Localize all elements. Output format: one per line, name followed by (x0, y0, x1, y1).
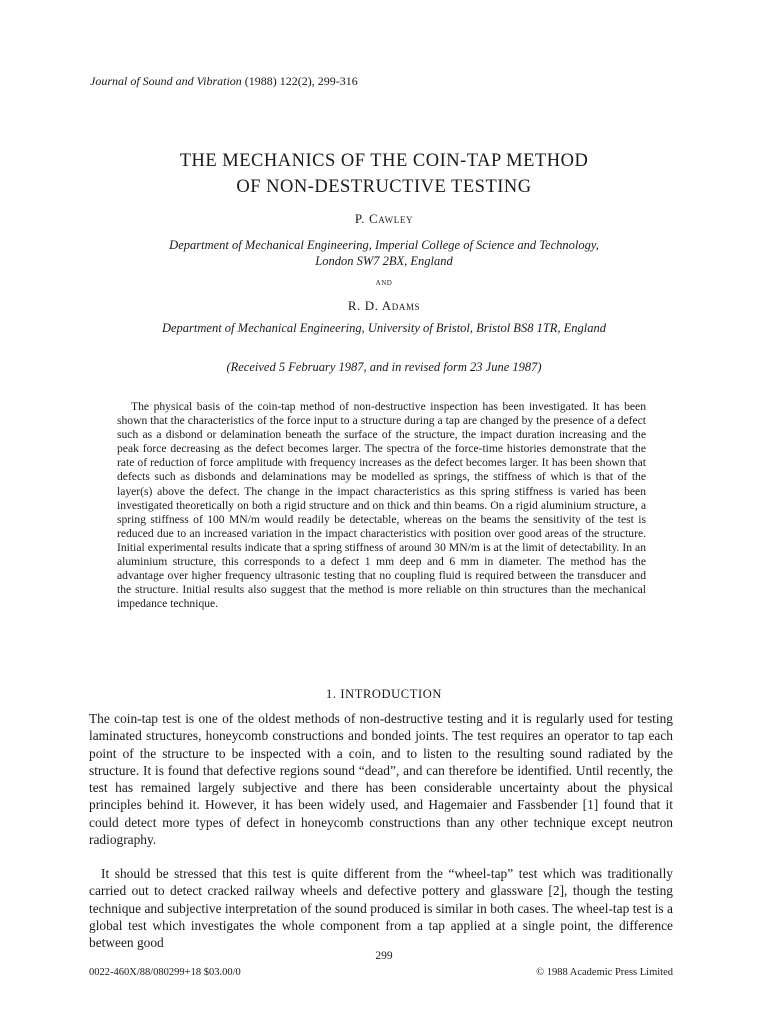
page-number: 299 (375, 950, 393, 962)
intro-paragraph-2: It should be stressed that this test is quite different from the “wheel-tap” test which was traditionally carried out to detect cracked railway wheels and defective pottery and glassware [2], though the testing technique and subjective interpretation of the sound produced is similar in both cases. The wheel-tap test is a global test which investigates the whole component from a tap applied at a single point, the difference between good (89, 866, 673, 951)
citation-volume: (1988) 122(2), 299-316 (244, 74, 358, 88)
journal-citation (90, 74, 358, 89)
copyright-notice: © 1988 Academic Press Limited (536, 967, 673, 978)
author-2-name: R. D. Adams (347, 298, 421, 313)
author-2 (0, 298, 768, 314)
author-1 (0, 211, 768, 227)
section-heading: 1. INTRODUCTION (326, 687, 442, 701)
article-code: 0022-460X/88/080299+18 $03.00/0 (89, 967, 241, 978)
paper-title (0, 148, 768, 200)
title-line-1: THE MECHANICS OF THE COIN-TAP METHOD (179, 151, 589, 171)
journal-name: Journal of Sound and Vibration (90, 74, 242, 88)
received-dates: (Received 5 February 1987, and in revised form 23 June 1987) (226, 360, 542, 374)
author-separator: and (375, 277, 393, 288)
title-line-2: OF NON-DESTRUCTIVE TESTING (236, 177, 532, 197)
author-1-affiliation (0, 237, 768, 269)
abstract: The physical basis of the coin-tap method of non-destructive inspection has been investigated. It has been shown that the characteristics of the force input to a structure during a tap are changed by the presence of a defect such as a disbond or delamination beneath the surface of the structure, the impact duration increasing and the peak force decreasing as the defect becomes larger. The spectra of the force-time histories demonstrate that the rate of reduction of force amplitude with frequency increases as the defect becomes larger. It has been shown that defects such as disbonds and delaminations may be modelled as springs, the stiffness of which is that of the layer(s) above the defect. The change in the impact characteristics as this spring stiffness is varied has been investigated theoretically on both a rigid structure and on thick and thin beams. On a rigid aluminium structure, a spring stiffness of 100 MN/m would readily be detectable, whereas on the beams the sensitivity of the test is reduced due to an increased variation in the impact characteristics with position over good areas of the structure. Initial experimental results indicate that a spring stiffness of around 30 MN/m is at the limit of detectability. In an aluminium structure, this corresponds to a defect 1 mm deep and 6 mm in diameter. The method has the advantage over higher frequency ultrasonic testing that no coupling fluid is required between the transducer and the structure. Initial results also suggest that the method is more reliable on thin structures than the mechanical impedance technique. (117, 400, 646, 611)
affiliation-1-line-2: London SW7 2BX, England (315, 254, 453, 268)
intro-paragraph-1: The coin-tap test is one of the oldest methods of non-destructive testing and it is regularly used for testing laminated structures, honeycomb constructions and bonded joints. The test requires an operator to tap each point of the structure to be inspected with a coin, and to listen to the resulting sound radiated by the structure. It is found that defective regions sound “dead”, and can therefore be identified. Until recently, the test has remained largely subjective and there has been considerable uncertainty about the physical principles behind it. However, it has been widely used, and Hagemaier and Fassbender [1] found that it could detect more types of defect in honeycomb constructions than any other technique except neutron radiography. (89, 711, 673, 848)
affiliation-1-line-1: Department of Mechanical Engineering, Imperial College of Science and Technology, (169, 238, 599, 252)
author-2-affiliation: Department of Mechanical Engineering, University of Bristol, Bristol BS8 1TR, England (161, 321, 607, 335)
author-1-name: P. Cawley (354, 211, 414, 226)
